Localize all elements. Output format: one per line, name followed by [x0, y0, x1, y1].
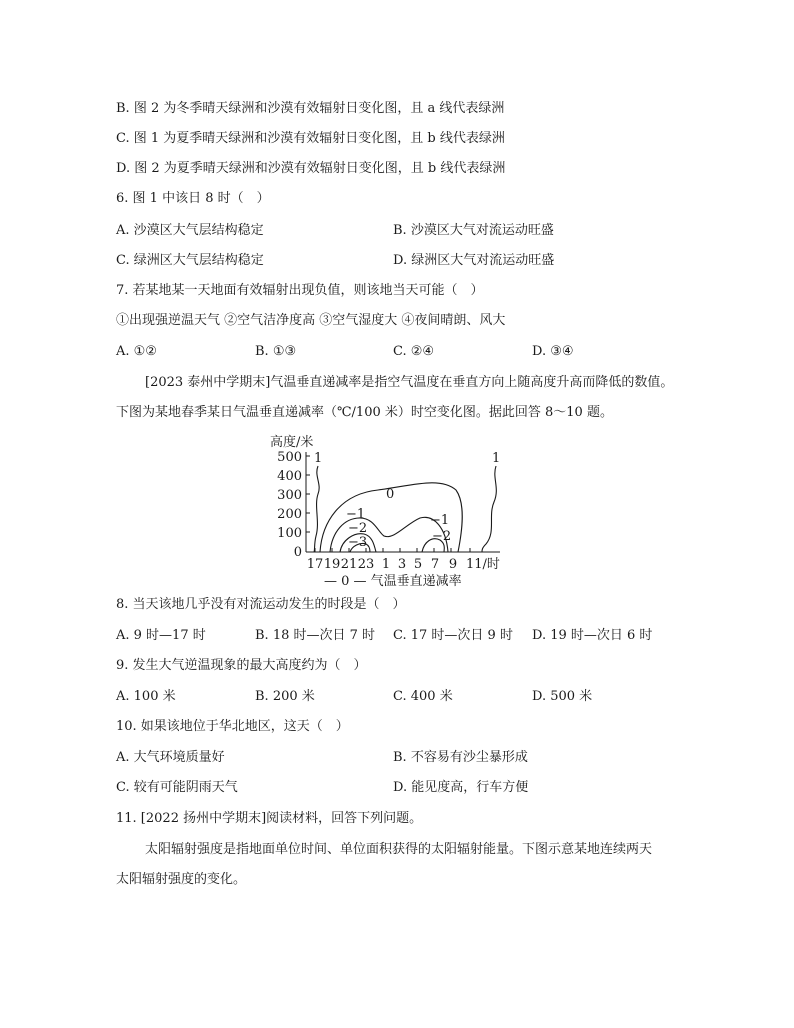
q8-option-b: B. 18 时—次日 7 时	[255, 628, 376, 643]
x-tick-label: 3	[397, 557, 407, 572]
q11-stem: 11. [2022 扬州中学期末]阅读材料，回答下列问题。	[116, 811, 423, 826]
q10-option-b: B. 不容易有沙尘暴形成	[393, 750, 528, 765]
contour-label: 1	[314, 451, 323, 466]
q11-material-line-2: 太阳辐射强度的变化。	[116, 872, 247, 887]
q6-option-c: C. 绿洲区大气层结构稳定	[116, 253, 264, 268]
q6-option-d: D. 绿洲区大气对流运动旺盛	[393, 253, 555, 268]
q6-option-b: B. 沙漠区大气对流运动旺盛	[393, 223, 554, 238]
q9-stem: 9. 发生大气逆温现象的最大高度约为（ ）	[116, 658, 367, 673]
y-tick-label: 500	[277, 450, 302, 465]
y-tick-label: 200	[277, 507, 302, 522]
q5-option-c: C. 图 1 为夏季晴天绿洲和沙漠有效辐射日变化图，且 b 线代表绿洲	[116, 131, 505, 146]
q9-option-c: C. 400 米	[393, 689, 453, 704]
q9-option-b: B. 200 米	[255, 689, 315, 704]
q8-option-c: C. 17 时—次日 9 时	[393, 628, 513, 643]
contour-label: −1	[430, 513, 450, 528]
q9-option-d: D. 500 米	[532, 689, 593, 704]
contour-label: −1	[346, 507, 366, 522]
q11-material-line-1: 太阳辐射强度是指地面单位时间、单位面积获得的太阳辐射能量。下图示意某地连续两天	[145, 842, 653, 857]
q6-option-a: A. 沙漠区大气层结构稳定	[116, 223, 264, 238]
q5-option-d: D. 图 2 为夏季晴天绿洲和沙漠有效辐射日变化图，且 b 线代表绿洲	[116, 161, 506, 176]
contour-line-plus1-left	[314, 466, 319, 552]
y-ticks	[306, 456, 310, 532]
y-tick-label: 300	[277, 488, 302, 503]
x-tick-label: 7	[430, 557, 440, 572]
x-ticks	[315, 548, 470, 552]
contour-label: −2	[432, 529, 452, 544]
q7-items: ①出现强逆温天气 ②空气洁净度高 ③空气湿度大 ④夜间晴朗、风大	[116, 313, 506, 328]
q6-stem: 6. 图 1 中该日 8 时（ ）	[116, 191, 270, 206]
q8-option-d: D. 19 时—次日 6 时	[532, 628, 653, 643]
passage-line-2: 下图为某地春季某日气温垂直递减率（℃/100 米）时空变化图。据此回答 8～10 题。	[116, 405, 613, 420]
x-tick-label: 9	[448, 557, 458, 572]
q8-option-a: A. 9 时—17 时	[116, 628, 206, 643]
x-tick-label: 11/时	[466, 557, 500, 572]
x-tick-label: 23	[357, 557, 375, 572]
contour-label: 1	[492, 451, 501, 466]
q7-option-c: C. ②④	[393, 344, 435, 359]
passage-line-1: [2023 泰州中学期末]气温垂直递减率是指空气温度在垂直方向上随高度升高而降低的数值。	[145, 375, 674, 390]
y-tick-label: 400	[277, 469, 302, 484]
y-axis-label: 高度/米	[270, 435, 314, 450]
q9-option-a: A. 100 米	[116, 689, 176, 704]
x-tick-label: 19	[323, 557, 341, 572]
y-tick-label: 100	[277, 526, 302, 541]
q7-option-a: A. ①②	[116, 344, 157, 359]
x-tick-label: 5	[413, 557, 423, 572]
q10-option-c: C. 较有可能阴雨天气	[116, 780, 238, 795]
lapse-rate-figure	[260, 432, 520, 592]
lapse-rate-svg	[260, 432, 520, 592]
q10-option-a: A. 大气环境质量好	[116, 750, 225, 765]
x-tick-label: 17	[306, 557, 324, 572]
q8-stem: 8. 当天该地几乎没有对流运动发生的时段是（ ）	[116, 597, 406, 612]
q7-option-d: D. ③④	[532, 344, 574, 359]
y-tick-label: 0	[293, 545, 302, 560]
contour-label: −3	[348, 535, 368, 550]
x-tick-label: 1	[381, 557, 391, 572]
contour-label: 0	[386, 487, 395, 502]
q7-option-b: B. ①③	[255, 344, 297, 359]
figure-legend: — 0 — 气温垂直递减率	[324, 574, 462, 589]
q7-stem: 7. 若某地某一天地面有效辐射出现负值，则该地当天可能（ ）	[116, 283, 484, 298]
q10-option-d: D. 能见度高，行车方便	[393, 780, 529, 795]
contour-label: −2	[348, 521, 368, 536]
q10-stem: 10. 如果该地位于华北地区，这天（ ）	[116, 719, 349, 734]
contour-line-plus1-right	[482, 466, 496, 552]
q5-option-b: B. 图 2 为冬季晴天绿洲和沙漠有效辐射日变化图，且 a 线代表绿洲	[116, 101, 505, 116]
x-tick-label: 21	[340, 557, 358, 572]
